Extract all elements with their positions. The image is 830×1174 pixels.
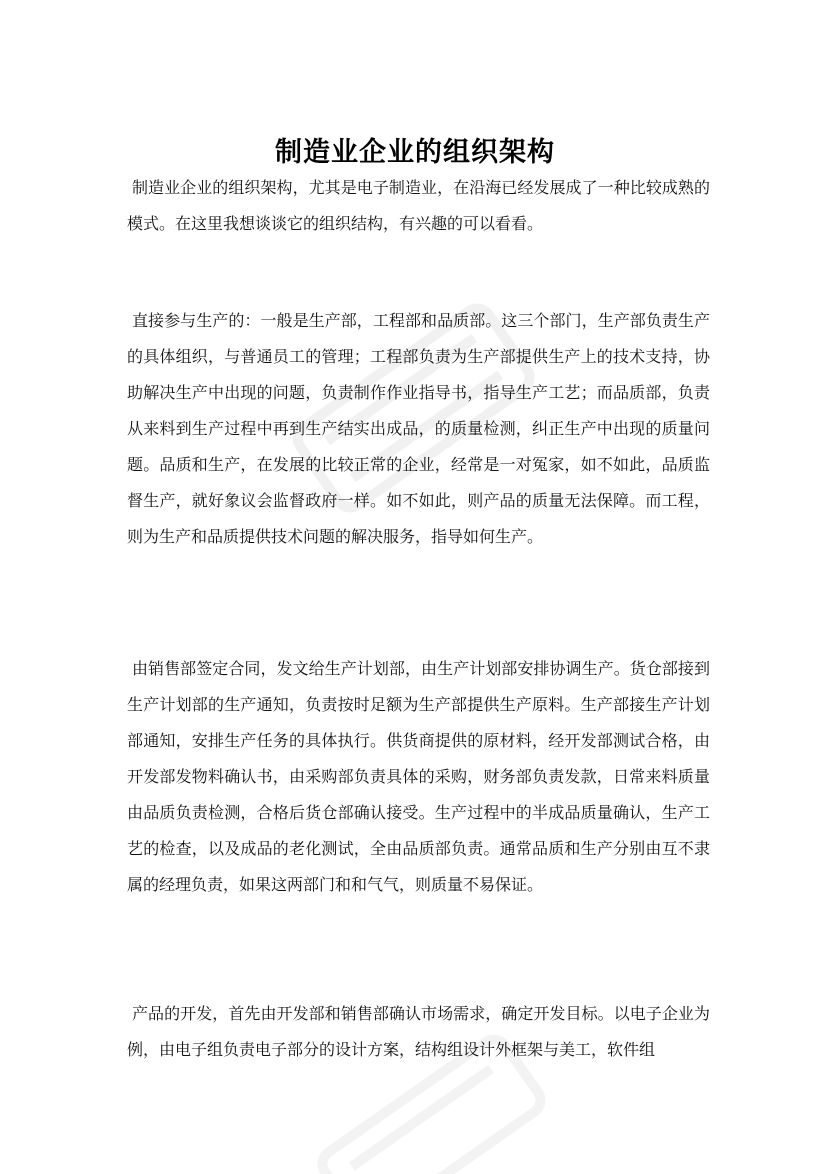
paragraph-product-development: 产品的开发，首先由开发部和销售部确认市场需求，确定开发目标。以电子企业为例，由电子组负责电子部分的设计方案，结构组设计外框架与美工，软件组 [127, 1004, 710, 1059]
paragraph-production-departments: 直接参与生产的：一般是生产部，工程部和品质部。这三个部门，生产部负责生产的具体组织，与普通员工的管理；工程部负责为生产部提供生产上的技术支持，协助解决生产中出现的问题，负责制作作业指导书，指导生产工艺；而品质部，负责从来料到生产过程中再到生产结实出成品，的质量检测，纠正生产中出现的质量问题。品质和生产，在发展的比较正常的企业，经常是一对冤家，如不如此，品质监督生产，就好象议会监督政府一样。如不如此，则产品的质量无法保障。而工程，则为生产和品质提供技术问题的解决服务，指导如何生产。 [127, 311, 710, 546]
paragraph-intro: 制造业企业的组织架构，尤其是电子制造业，在沿海已经发展成了一种比较成熟的模式。在这里我想谈谈它的组织结构，有兴趣的可以看看。 [127, 178, 710, 233]
paragraph-workflow: 由销售部签定合同，发文给生产计划部，由生产计划部安排协调生产。货仓部接到生产计划部的生产通知，负责按时足额为生产部提供生产原料。生产部接生产计划部通知，安排生产任务的具体执行。供货商提供的原材料，经开发部测试合格，由开发部发物料确认书，由采购部负责具体的采购，财务部负责发款，日常来料质量由品质负责检测，合格后货仓部确认接受。生产过程中的半成品质量确认，生产工艺的检查，以及成品的老化测试，全由品质部负责。通常品质和生产分别由互不隶属的经理负责，如果这两部门和和气气，则质量不易保证。 [127, 659, 710, 894]
page-title: 制造业企业的组织架构 [275, 137, 555, 169]
